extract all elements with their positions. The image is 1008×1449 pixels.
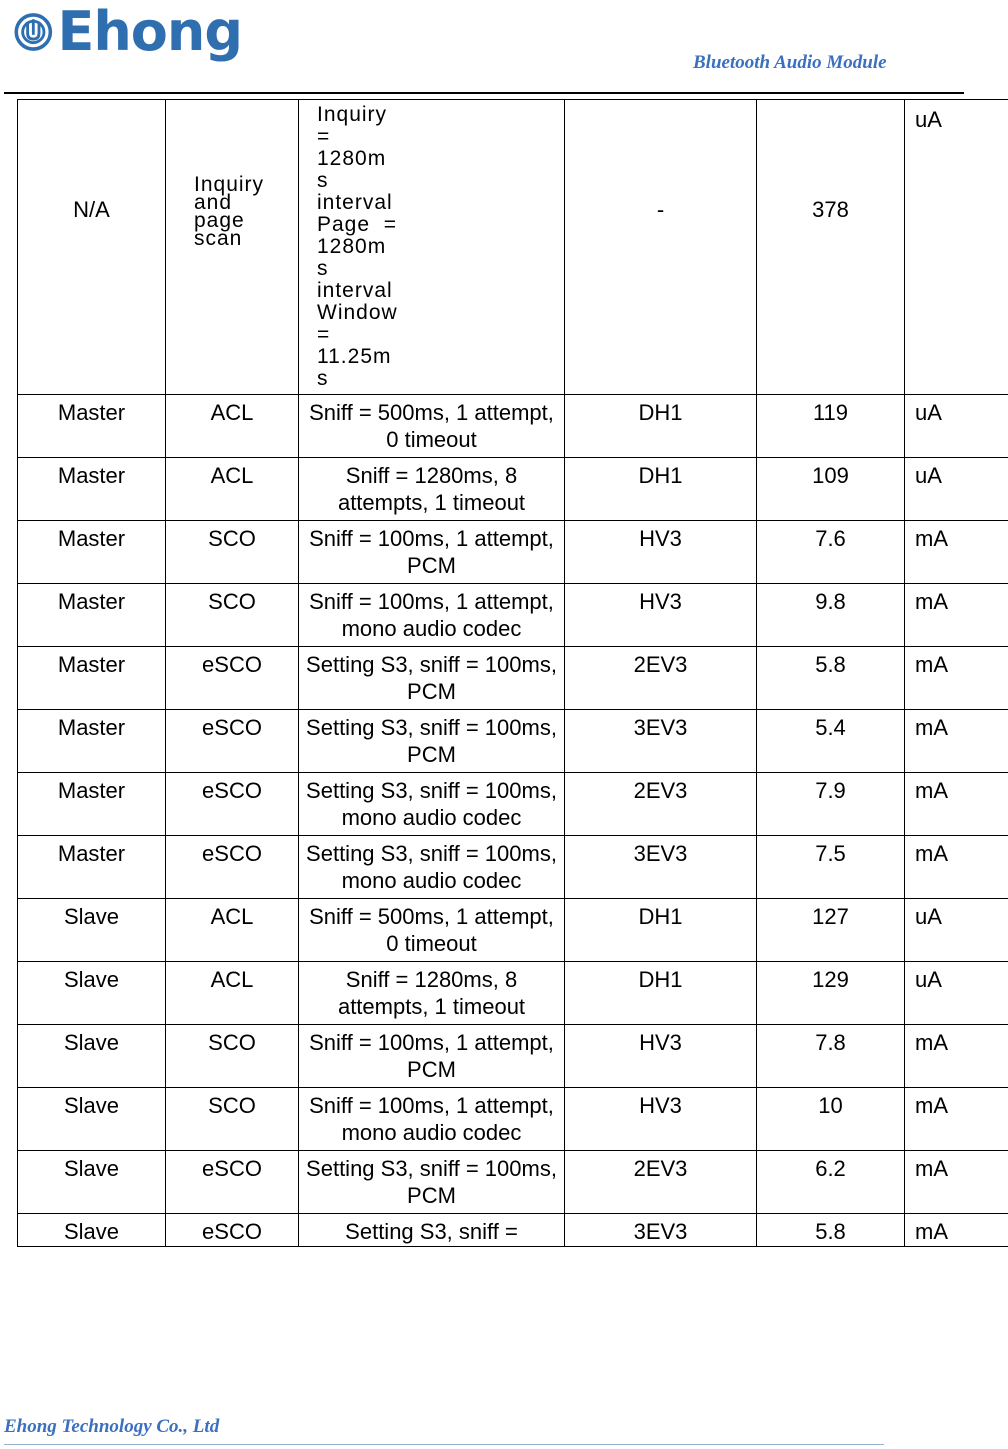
unit-cell: mA bbox=[905, 773, 1008, 836]
text-line: interval bbox=[317, 191, 393, 214]
role-cell: Slave bbox=[18, 1088, 166, 1151]
packet-cell: - bbox=[565, 100, 757, 395]
role-cell: Master bbox=[18, 521, 166, 584]
role-cell: Slave bbox=[18, 1151, 166, 1214]
mode-cell: eSCO bbox=[166, 647, 299, 710]
unit-cell: uA bbox=[905, 395, 1008, 458]
mode-cell: SCO bbox=[166, 584, 299, 647]
role-cell: Master bbox=[18, 773, 166, 836]
role-cell: Master bbox=[18, 836, 166, 899]
setting-cell bbox=[299, 100, 565, 395]
table-row bbox=[18, 521, 1008, 584]
packet-cell: DH1 bbox=[565, 395, 757, 458]
text-line: s bbox=[317, 257, 329, 280]
current-cell: 5.8 bbox=[757, 1214, 905, 1247]
packet-cell: 2EV3 bbox=[565, 1151, 757, 1214]
mode-cell: eSCO bbox=[166, 1214, 299, 1247]
text-line: Inquiry bbox=[317, 103, 388, 126]
setting-cell: Sniff = 500ms, 1 attempt, 0 timeout bbox=[299, 899, 565, 962]
packet-cell: HV3 bbox=[565, 1025, 757, 1088]
mode-cell: SCO bbox=[166, 1088, 299, 1151]
table-row bbox=[18, 1214, 1008, 1247]
current-cell: 9.8 bbox=[757, 584, 905, 647]
table-row bbox=[18, 458, 1008, 521]
current-cell: 119 bbox=[757, 395, 905, 458]
footer-divider bbox=[4, 1444, 884, 1445]
unit-cell: mA bbox=[905, 836, 1008, 899]
setting-cell: Setting S3, sniff = 100ms, PCM bbox=[299, 710, 565, 773]
mode-cell: eSCO bbox=[166, 773, 299, 836]
unit-cell: uA bbox=[905, 100, 1008, 395]
packet-cell: DH1 bbox=[565, 899, 757, 962]
mode-cell: SCO bbox=[166, 521, 299, 584]
packet-cell: 2EV3 bbox=[565, 647, 757, 710]
setting-cell: Sniff = 100ms, 1 attempt, mono audio codec bbox=[299, 584, 565, 647]
unit-cell: mA bbox=[905, 710, 1008, 773]
role-cell: Slave bbox=[18, 1025, 166, 1088]
mode-cell: ACL bbox=[166, 899, 299, 962]
mode-cell: eSCO bbox=[166, 836, 299, 899]
current-cell: 7.5 bbox=[757, 836, 905, 899]
company-logo bbox=[12, 2, 242, 62]
text-line: Page = bbox=[317, 213, 397, 236]
setting-cell: Sniff = 500ms, 1 attempt, 0 timeout bbox=[299, 395, 565, 458]
unit-cell: mA bbox=[905, 1088, 1008, 1151]
role-cell: Slave bbox=[18, 962, 166, 1025]
unit-cell: mA bbox=[905, 584, 1008, 647]
text-line: scan bbox=[194, 227, 243, 250]
packet-cell: 2EV3 bbox=[565, 773, 757, 836]
table-row bbox=[18, 899, 1008, 962]
setting-cell: Sniff = 100ms, 1 attempt, mono audio codec bbox=[299, 1088, 565, 1151]
current-consumption-table bbox=[17, 99, 1008, 1247]
unit-cell: uA bbox=[905, 962, 1008, 1025]
setting-cell: Sniff = 100ms, 1 attempt, PCM bbox=[299, 521, 565, 584]
current-cell: 10 bbox=[757, 1088, 905, 1151]
current-cell: 109 bbox=[757, 458, 905, 521]
logo-emblem-icon bbox=[12, 4, 57, 60]
table-row bbox=[18, 647, 1008, 710]
unit-cell: mA bbox=[905, 1214, 1008, 1247]
unit-cell: uA bbox=[905, 899, 1008, 962]
packet-cell: 3EV3 bbox=[565, 836, 757, 899]
unit-cell: uA bbox=[905, 458, 1008, 521]
current-cell: 378 bbox=[757, 100, 905, 395]
mode-cell bbox=[166, 100, 299, 395]
unit-cell: mA bbox=[905, 647, 1008, 710]
current-cell: 129 bbox=[757, 962, 905, 1025]
header-divider bbox=[4, 92, 964, 94]
mode-cell: ACL bbox=[166, 395, 299, 458]
packet-cell: DH1 bbox=[565, 458, 757, 521]
mode-text bbox=[194, 173, 270, 250]
text-line: and bbox=[194, 191, 233, 214]
setting-cell: Setting S3, sniff = 100ms, PCM bbox=[299, 1151, 565, 1214]
packet-cell: DH1 bbox=[565, 962, 757, 1025]
text-line: = bbox=[317, 125, 331, 148]
setting-cell: Setting S3, sniff = 100ms, mono audio codec bbox=[299, 836, 565, 899]
setting-text bbox=[317, 104, 397, 390]
table-row bbox=[18, 584, 1008, 647]
role-cell: Master bbox=[18, 458, 166, 521]
table-row bbox=[18, 773, 1008, 836]
role-cell: N/A bbox=[18, 100, 166, 395]
unit-cell: mA bbox=[905, 521, 1008, 584]
mode-cell: eSCO bbox=[166, 1151, 299, 1214]
table-row bbox=[18, 1088, 1008, 1151]
company-name: Ehong Technology Co., Ltd bbox=[4, 1416, 220, 1437]
text-line: s bbox=[317, 169, 329, 192]
role-cell: Master bbox=[18, 710, 166, 773]
packet-cell: HV3 bbox=[565, 584, 757, 647]
setting-cell: Setting S3, sniff = bbox=[299, 1214, 565, 1247]
current-cell: 6.2 bbox=[757, 1151, 905, 1214]
mode-cell: ACL bbox=[166, 962, 299, 1025]
current-cell: 7.6 bbox=[757, 521, 905, 584]
role-cell: Slave bbox=[18, 899, 166, 962]
packet-cell: 3EV3 bbox=[565, 1214, 757, 1247]
current-cell: 7.8 bbox=[757, 1025, 905, 1088]
mode-cell: ACL bbox=[166, 458, 299, 521]
current-cell: 127 bbox=[757, 899, 905, 962]
table-row bbox=[18, 836, 1008, 899]
role-cell: Master bbox=[18, 395, 166, 458]
table-row bbox=[18, 962, 1008, 1025]
text-line: 11.25m bbox=[317, 345, 392, 368]
unit-cell: mA bbox=[905, 1025, 1008, 1088]
text-line: = bbox=[317, 323, 331, 346]
unit-cell: mA bbox=[905, 1151, 1008, 1214]
packet-cell: HV3 bbox=[565, 1088, 757, 1151]
setting-cell: Setting S3, sniff = 100ms, PCM bbox=[299, 647, 565, 710]
text-line: 1280m bbox=[317, 235, 387, 258]
setting-cell: Sniff = 100ms, 1 attempt, PCM bbox=[299, 1025, 565, 1088]
current-cell: 7.9 bbox=[757, 773, 905, 836]
role-cell: Slave bbox=[18, 1214, 166, 1247]
table-row bbox=[18, 100, 1008, 395]
text-line: interval bbox=[317, 279, 393, 302]
table-row bbox=[18, 710, 1008, 773]
table-row bbox=[18, 1025, 1008, 1088]
setting-cell: Setting S3, sniff = 100ms, mono audio codec bbox=[299, 773, 565, 836]
document-title: Bluetooth Audio Module bbox=[693, 52, 887, 73]
role-cell: Master bbox=[18, 584, 166, 647]
role-cell: Master bbox=[18, 647, 166, 710]
mode-cell: SCO bbox=[166, 1025, 299, 1088]
mode-cell: eSCO bbox=[166, 710, 299, 773]
text-line: Inquiry bbox=[194, 173, 265, 196]
logo-text: Ehong bbox=[57, 0, 242, 63]
text-line: s bbox=[317, 367, 329, 390]
packet-cell: HV3 bbox=[565, 521, 757, 584]
setting-cell: Sniff = 1280ms, 8 attempts, 1 timeout bbox=[299, 458, 565, 521]
text-line: page bbox=[194, 209, 245, 232]
table-row bbox=[18, 1151, 1008, 1214]
packet-cell: 3EV3 bbox=[565, 710, 757, 773]
text-line: 1280m bbox=[317, 147, 387, 170]
current-cell: 5.4 bbox=[757, 710, 905, 773]
table-row bbox=[18, 395, 1008, 458]
setting-cell: Sniff = 1280ms, 8 attempts, 1 timeout bbox=[299, 962, 565, 1025]
text-line: Window bbox=[317, 301, 398, 324]
current-cell: 5.8 bbox=[757, 647, 905, 710]
